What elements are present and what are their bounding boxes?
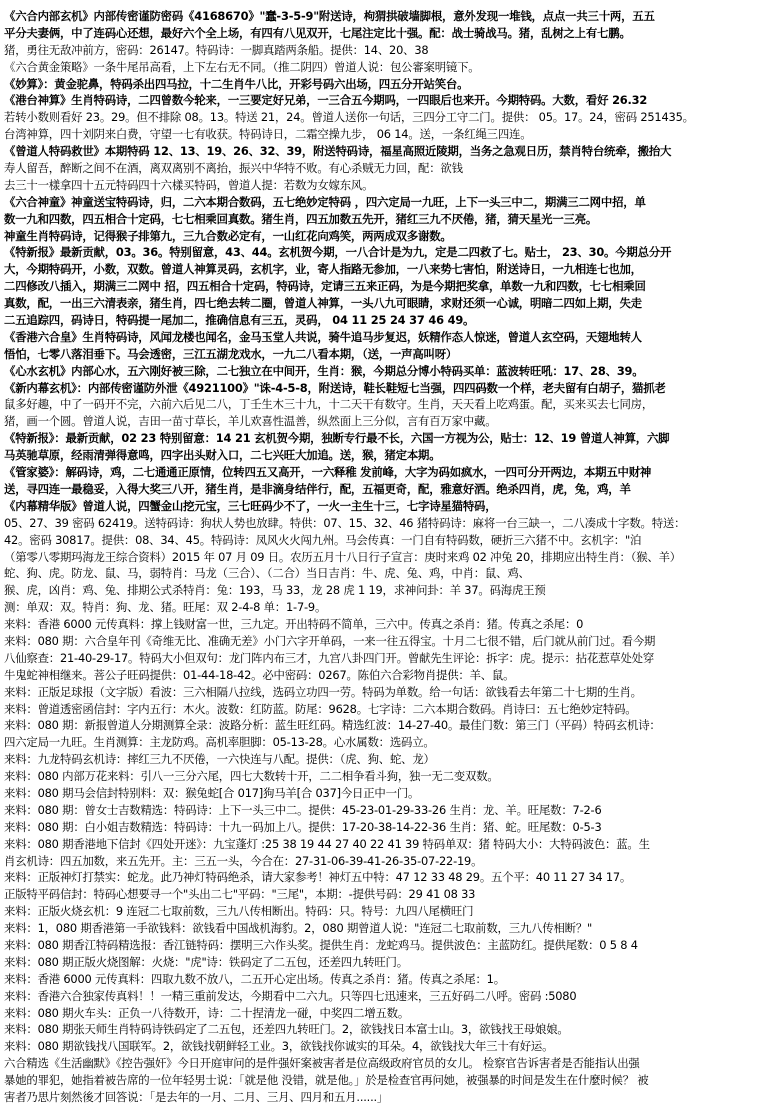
text-line: 《新内幕玄机》：内部传密谨防外泄《4921100》"诛-4-5-8，附送诗，鞋长鞋短七当强，四四码数一个样，老夫留有白胡子，猫抓老 [4, 380, 666, 395]
text-line: 来料：080 期：六合皇年刊《奇维无比、准确无差》小门六字开单码，一来一往五得宝。十月二七很不错，后门就从前门过。看今期 [4, 633, 656, 648]
text-line: 来料：正版火烧玄机：9 连冠二七取前数，三九八传相断出。特码：只。特号：九四八尾横旺门 [4, 904, 474, 919]
text-line: 来料：正版足球报（文字版）看波：三六相隔八拉线，选码立功四一劳。特码为单数。给一句话：欲钱看去年第二十七期的生肖。 [4, 684, 642, 699]
text-line: 05、27、39 密码 62419。送特码诗：狗状人势也放肆。特供：07、15、32、46 猪特码诗：麻将一台三缺一，二八凑成十字数。特送： [4, 515, 686, 530]
text-line: 《曾道人特码救世》本期特码 12、13、19、26、32、39，附送特码诗，福星高照近陵期，当务之急观日历，禁肖特台统牵，搬抬大 [4, 144, 672, 159]
text-line: 来料：080 期：曾女士吉数精选：特码诗：上下一头三中二。提供：45-23-01-29-33-26 生肖：龙、羊。旺尾数：7-2-6 [4, 802, 602, 817]
text-line: 八仙察查：21-40-29-17。特码大小但双句：龙门阵内布三才，九宫八卦四门开。曾献先生评论：拆字：虎。提示：拈花惹草处处穿 [4, 650, 655, 665]
text-line: 牛鬼蛇神相继来。菩公子旺码提供：01-44-18-42。必中密码：0267。陈伯六合彩物肖提供：羊、鼠。 [4, 667, 515, 682]
text-line: 暴她的罪犯，她指着被告席的一位年轻男士说：「就是他 没错，就是他。」於是检查官再问她，被强暴的时间是发生在什麼时候？ 被 [4, 1073, 649, 1088]
document-body [4, 8, 762, 1106]
text-line: 《六合黄金策略》一条牛尾吊高看，上下左右无不同。（推二阴四）曾道人说：包公審案明镜下。 [4, 59, 480, 74]
text-line: 来料：080 期张天师生肖特码诗铁码定了二五包，还差四九转旺门。2，欲钱找日本富士山。3，欲钱找王母娘娘。 [4, 1022, 569, 1037]
text-line: 肖玄机诗：四五加数，来五先开。主：三五一头，今合在：27-31-06-39-41-26-35-07-22-19。 [4, 853, 483, 868]
text-line: 二四修改八插入，期满三二网中 招，四五相合十定码，特码诗，定请三五来正码，为是今期把奖拿，单数一九和四数，七七相乘回 [4, 279, 646, 294]
text-line: 台湾神算，四十刘阴来白费，守望一七有收获。特码诗日，二霜空操九步， 06 14。送，一条红绳三四连。 [4, 127, 532, 142]
text-line: 若转小数则看好 23。29。但不排除 08。13。特送 21，24。曾道人送你一句话，三四分工守二门。提供： 05。17。24，密码 251435。 [4, 110, 694, 125]
text-line: 来料：080 期正版火烧图解：火烧："虎"诗：铁码定了二五包，还差四九转旺门。 [4, 954, 408, 969]
text-line: 寿人留吾，醉断之间不在酒，离双离别不离抬，振兴中华特不败。有心杀贼无力回，配：欲钱 [4, 161, 463, 176]
text-line: 《特新报》最新贡献，03。36。特别留意，43、44。玄机贺今期，一八合计是为九，定是二四救了七。贴士， 23、30。今期总分开 [4, 245, 672, 260]
text-line: 来料：080 期：白小姐吉数精选：特码诗：十九一码加上八。提供：17-20-38-14-22-36 生肖：猪、蛇。旺尾数：0-5-3 [4, 819, 602, 834]
text-line: 来料：080 期马会信封特别料：双：猴兔蛇[合 017]狗马羊[合 037]今日正中一门。 [4, 785, 420, 800]
text-line: 去三十一樣拿四十五元特码四十六樣买特码，曾道人提：若数为女嫁东风。 [4, 177, 374, 192]
text-line: 猪，画一个圆。曾道人说，吉田一苗寸草长，羊儿欢喜性温善，纵然面上三分似，言有百万家中藏。 [4, 414, 497, 429]
text-line: 正版特平码信封：特码心想要寻一个"头出二七"平码："三尾"，本期：-提供号码：29 41 08 33 [4, 887, 476, 902]
text-line: 来料：曾道透密函信封：字内五行：木火。波数：红防蓝。防尾：9628。七字诗：二六本期合数码。肖诗曰：五七绝妙定特码。 [4, 701, 637, 716]
text-line: 《特新报》：最新贡献，02 23 特别留意：14 21 玄机贺今期，独断专行最不长，六国一方视为公，贴士：12、19 曾道人神算，六脚 [4, 431, 670, 446]
text-line: 《内幕精华版》曾道人说，四蟹金山挖元宝，三七旺码少不了，一火一主生十三，七字诗星猫特码， [4, 498, 497, 513]
text-line: 二五追踪四，码诗日，特码提一尾加二，推确信息有三五，灵码， 04 11 25 24 37 46 49。 [4, 313, 475, 328]
text-line: （第零八零期玛海龙王综合资料）2015 年 07 月 09 日。农历五月十八日行子宣言：庚时来鸡 02 冲兔 20，排期应出特生肖：（猴、羊） [4, 549, 681, 564]
text-line: 来料：香港 6000 元传真料：撑上钱财富一世，三九定。开出特码不简单，三六中。传真之杀肖：猪。传真之杀尾：0 [4, 617, 584, 632]
text-line: 真数，配，一出三六清表亲，猪生肖，四七绝去转二圈，曾道人神算，一头八九可眼睛，求财还须一心诚，明暗二四如上期，失走 [4, 296, 642, 311]
text-line: 来料：080 期香江特码精选报：香江链特码：摆明三六作头奖。提供生肖：龙蛇鸡马。提供波色：主蓝防红。提供尾数：0 5 8 4 [4, 937, 638, 952]
text-line: 来料：正版神灯打禁实：蛇龙。此乃神灯特码绝杀，请大家参考！神灯五中特：47 12 33 48 29。五个平：40 11 27 34 17。 [4, 870, 632, 885]
text-line: 来料：香港六合独家传真料！！一精三重前发达，今期看中二六九。只等四七迅速来，三五好码二八呼。密码 :5080 [4, 988, 577, 1003]
text-line: 神童生肖特码诗，记得猴子排第九，三九合数必定有，一山红花向鸡笑，两两成双多谢数。 [4, 228, 452, 243]
text-line: 来料：080 期香港地下信封《四处开迷》：九宝蓬灯 :25 38 19 44 27 40 22 41 39 特码单双：猪 特码大小：大特码波色：蓝。生 [4, 836, 650, 851]
text-line: 四六定局一九旺。生肖测算：主龙防鸡。高机率胆脚：05-13-28。心水属数：选码立。 [4, 735, 435, 750]
text-line: 害者乃思片刻然後才回答说：「是去年的一月、二月、三月、四月和五月......」 [4, 1090, 389, 1104]
text-line: 《香港六合皇》生肖特码诗，风闻龙楼也闻名，金马玉堂人共说，骑牛追马步复迟，妖精作态人惊迷，曾道人玄空码，天翅地转人 [4, 329, 642, 344]
text-line: 大，今期特码开，小数，双数。曾道人神算灵码，玄机字，业，寄人指路无参加，一八来势七害怕，附送诗日，一九相连七也加， [4, 262, 642, 277]
text-line: 蛇、狗、虎。防龙、鼠、马，弱特肖：马龙（三合）、（二合）当日吉肖：牛、虎、兔、鸡，中肖：鼠、鸡、 [4, 566, 530, 581]
text-line: 送，寻四连一最稳妥，入得大奖三八开，猪生肖，是非滴身结伴行，配，五福更奇，配，雅意好洒。绝杀四肖，虎，兔，鸡，羊 [4, 481, 631, 496]
text-line: 42。密码 30817。提供：08、34、45。特码诗：凤风火火闯九州。马会传真：一门自有特码数，硬折三六猪不中。玄机字："泊 [4, 532, 642, 547]
text-line: 测：单双：双。特肖：狗、龙、猪。旺尾：双 2-4-8 单：1-7-9。 [4, 600, 327, 615]
text-line: 马英驰草原，经雨清弹得意鸣，四字出头财入口，二七兴旺大加追。送，猴，猪定本期。 [4, 448, 441, 463]
text-line: 《六合内部玄机》内部传密谨防密码《4168670》"蠢-3-5-9"附送诗，枸猬拱破墙脚根，意外发现一堆钱，点点一共三十两，五五 [4, 9, 655, 23]
text-line: 来料：080 期欲钱找八国联军。2，欲钱找朝鲜轻工业。3，欲钱找你诚实的耳朵。4，欲钱找大年三十有好运。 [4, 1039, 554, 1054]
text-line: 六合精选《生活幽默》《控告强奸》今日开庭审问的是件强奸案被害者是位高级政府官员的女儿。 检察官告诉害者是否能指认出强 [4, 1056, 640, 1071]
text-line: 来料：080 期：新报曾道人分期测算全录：波路分析：蓝生旺红码。精选红波：14-27-40。最佳门数：第三门（平码）特码玄机诗： [4, 718, 661, 733]
text-line: 《心水玄机》内部心水，五六刚好被三除，二七独立在中间开，生肖：猴，今期总分博小特码买单：蓝波转旺吼：17、28、39。 [4, 363, 644, 378]
text-line: 《妙算》：黄金驼鼻，特码杀出四马拉，十二生肖牛八比，开彩号码六出场，四五分开站笑台。 [4, 76, 469, 91]
text-line: 平分夫妻俩，中了连码心还想，最好六个全上场，有四有八见双开，七尾注定比十强。配：战士骑战马。猪，乱树之上有七鹏。 [4, 25, 631, 40]
text-line: 《管家婆》：解码诗，鸡，二七通通正原情，位转四五又高开，一六释稚 发前峰，大字为码如疯水，一四可分开两边，本期五中财神 [4, 465, 652, 480]
text-line: 来料：080 内部万花来料：引八一三分六尾，四七大数转十开，二二相争看斗狗，独一无二变双数。 [4, 769, 499, 784]
text-line: 来料：九龙特码玄机诗：摔红三九不厌倦，一六快连与八配。提供：（虎、狗、蛇、龙） [4, 752, 435, 767]
text-line: 《六合神童》神童送宝特码诗，归，二六本期合数码，五七绝妙定特码 ，四六定局一九旺，上下一头三中二，期满三二网中招，单 [4, 194, 646, 209]
text-line: 来料：香港 6000 元传真料：四取九数不放八，二五开心定出场。传真之杀肖：猪。传真之杀尾：1。 [4, 971, 505, 986]
text-line: 悟怕，七零八落泪垂下。马会透密，三江五湖龙戏水，一九二八看本期，（送，一声高叫呀） [4, 346, 458, 361]
text-line: 猪，勇往无敌冲前方，密码：26147。特码诗：一脚真踏两条船。提供：14、20、38 [4, 42, 429, 57]
text-line: 来料：1，080 期香港第一手欲钱料：欲钱看中国战机海豹。2，080 期曾道人说："连冠二七取前数，三九八传相断？" [4, 921, 593, 936]
text-line: 来料：080 期火车头：正负一八待数开，诗：二十捏清龙一碰，中奖四二增五数。 [4, 1005, 410, 1020]
text-line: 数一九和四数，四五相合十定码，七七相乘回真数。猪生肖，四五加数五先开，猪红三九不厌倦，猪，猜天星光一三亮。 [4, 211, 598, 226]
text-line: 《港台神算》生肖特码诗，二四曾数今轮来，一三要定好兄弟，一三合五今期吗，一四眼后也来开。今期特码。大数，看好 26.32 [4, 93, 648, 108]
text-line: 鼠多好趣，中了一码开不完，六前六后见二八，丁壬生木三十九，十二天干有数守。生肖，天天看上吃鸡蛋。配，买来买去七同房， [4, 397, 654, 412]
text-line: 猴、虎，凶肖：鸡、兔、排期公式杀特肖：兔：193，马 33，龙 28 虎 1 19，求神问卦：羊 37。码海虎王预 [4, 583, 546, 598]
